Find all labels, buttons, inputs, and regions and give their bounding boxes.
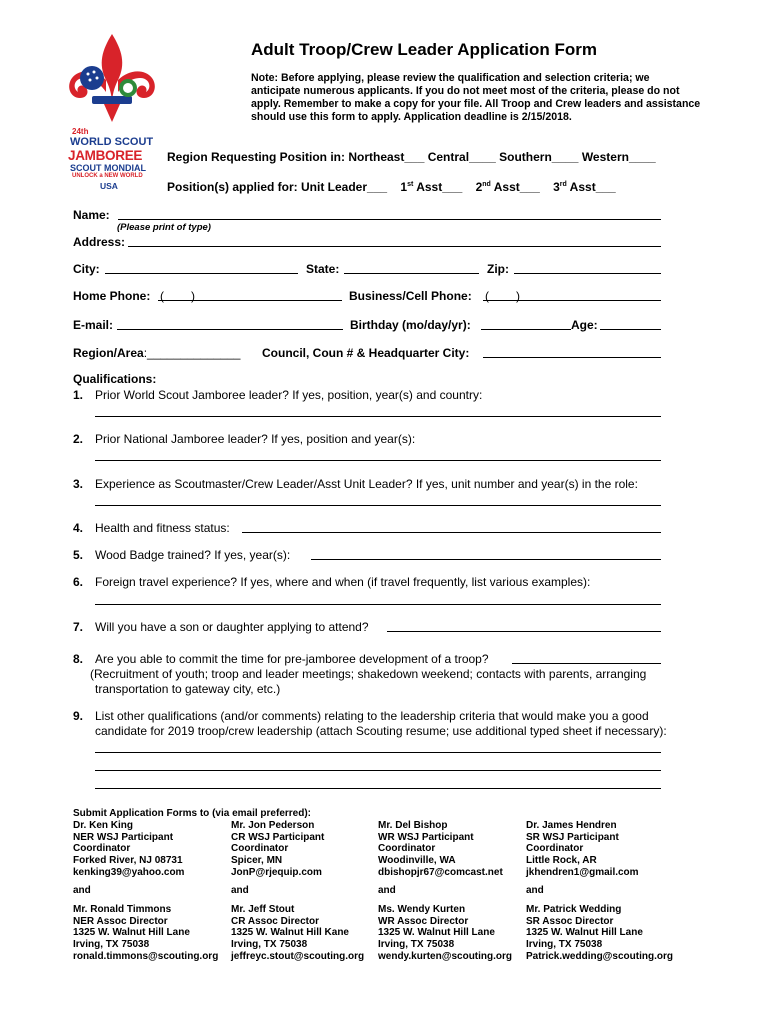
- business-phone-label: Business/Cell Phone:: [349, 289, 472, 303]
- email-link[interactable]: jkhendren1@gmail.com: [526, 866, 639, 878]
- qualifications-heading: Qualifications:: [73, 372, 157, 386]
- home-phone-field[interactable]: [158, 300, 342, 301]
- question-8: 8. Are you able to commit the time for pre-jamboree development of a troop?: [73, 652, 489, 666]
- email-link[interactable]: kenking39@yahoo.com: [73, 866, 185, 878]
- email-link[interactable]: JonP@rjequip.com: [231, 866, 322, 878]
- question-4: 4. Health and fitness status:: [73, 521, 230, 535]
- contact-ner-coordinator: Dr. Ken King NER WSJ Participant Coordinator Forked River, NJ 08731 kenking39@yahoo.com: [73, 820, 185, 878]
- and-2: and: [231, 885, 249, 896]
- business-phone-paren: (: [485, 289, 489, 303]
- question-3: 3. Experience as Scoutmaster/Crew Leader/Asst Unit Leader? If yes, unit number and year(s) in the role:: [73, 477, 638, 491]
- submit-heading: Submit Application Forms to (via email preferred):: [73, 808, 311, 819]
- question-8-detail-2: transportation to gateway city, etc.): [95, 682, 281, 696]
- email-link[interactable]: dbishopjr67@comcast.net: [378, 866, 503, 878]
- logo-line1: WORLD SCOUT: [70, 136, 154, 148]
- state-field[interactable]: [344, 273, 479, 274]
- birthday-field[interactable]: [481, 329, 571, 330]
- region-label: Region Requesting Position in:: [167, 150, 345, 164]
- logo-edition: 24th: [72, 127, 89, 136]
- name-label: Name:: [73, 208, 110, 222]
- email-link[interactable]: Patrick.wedding@scouting.org: [526, 950, 673, 962]
- contact-cr-director: Mr. Jeff Stout CR Assoc Director 1325 W. Walnut Hill Kane Irving, TX 75038 jeffreyc.stout@scouting.org: [231, 904, 365, 962]
- address-field[interactable]: [128, 246, 661, 247]
- position-1st-asst[interactable]: 1st Asst___: [400, 180, 463, 194]
- logo-line2: JAMBOREE: [68, 148, 143, 163]
- age-field[interactable]: [600, 329, 661, 330]
- position-row: [167, 180, 616, 194]
- contact-sr-coordinator: Dr. James Hendren SR WSJ Participant Coordinator Little Rock, AR jkhendren1@gmail.com: [526, 820, 639, 878]
- position-3rd-asst[interactable]: 3rd Asst___: [553, 180, 616, 194]
- question-9: 9. List other qualifications (and/or comments) relating to the leadership criteria that would make you a good: [73, 709, 649, 723]
- answer-5-field[interactable]: [311, 559, 661, 560]
- contact-cr-coordinator: Mr. Jon Pederson CR WSJ Participant Coordinator Spicer, MN JonP@rjequip.com: [231, 820, 325, 878]
- answer-8-field[interactable]: [512, 663, 661, 664]
- answer-7-field[interactable]: [387, 631, 661, 632]
- email-link[interactable]: wendy.kurten@scouting.org: [378, 950, 513, 962]
- business-phone-field[interactable]: [483, 300, 661, 301]
- email-field[interactable]: [117, 329, 343, 330]
- city-label: City:: [73, 262, 100, 276]
- answer-1-field[interactable]: [95, 416, 661, 417]
- email-label: E-mail:: [73, 318, 114, 332]
- address-label: Address:: [73, 235, 126, 249]
- region-area-label: Region/Area:______________: [73, 346, 241, 360]
- name-hint: (Please print of type): [117, 222, 211, 233]
- email-link[interactable]: ronald.timmons@scouting.org: [73, 950, 219, 962]
- answer-3-field[interactable]: [95, 505, 661, 506]
- region-row: [167, 150, 656, 164]
- state-label: State:: [306, 262, 340, 276]
- question-7: 7. Will you have a son or daughter applying to attend?: [73, 620, 369, 634]
- page-title: Adult Troop/Crew Leader Application Form: [251, 40, 598, 59]
- and-1: and: [73, 885, 91, 896]
- answer-9-field-3[interactable]: [95, 788, 661, 789]
- answer-6-field[interactable]: [95, 604, 661, 605]
- jamboree-logo: [62, 30, 162, 192]
- home-phone-paren: (: [160, 289, 164, 303]
- and-4: and: [526, 885, 544, 896]
- contact-sr-director: Mr. Patrick Wedding SR Assoc Director 1325 W. Walnut Hill Lane Irving, TX 75038 Patrick.wedding@scouting.org: [526, 904, 673, 962]
- question-9-detail: candidate for 2019 troop/crew leadership (attach Scouting resume; use additional typed sheet if necessary):: [95, 724, 667, 738]
- city-field[interactable]: [105, 273, 298, 274]
- home-phone-paren-close: ): [191, 289, 195, 303]
- fleur-de-lis-icon: [62, 30, 162, 130]
- home-phone-label: Home Phone:: [73, 289, 151, 303]
- council-label: Council, Coun # & Headquarter City:: [262, 346, 470, 360]
- contact-wr-coordinator: Mr. Del Bishop WR WSJ Participant Coordinator Woodinville, WA dbishopjr67@comcast.net: [378, 820, 503, 878]
- application-note: Note: Before applying, please review the qualification and selection criteria; we anticipate numerous applicants. If you do not meet most of the criteria, please do not apply. Remember to make a copy for your file. All Troop and Crew leaders and assistance should use this form to apply. Application deadline is 2/15/2018.: [251, 72, 701, 123]
- answer-4-field[interactable]: [242, 532, 661, 533]
- answer-9-field-1[interactable]: [95, 752, 661, 753]
- name-field[interactable]: [118, 219, 661, 220]
- position-unit-leader[interactable]: Unit Leader___: [301, 180, 388, 194]
- and-3: and: [378, 885, 396, 896]
- region-option-northeast[interactable]: Northeast___: [348, 150, 425, 164]
- question-2: 2. Prior National Jamboree leader? If yes, position and year(s):: [73, 432, 416, 446]
- logo-line3: SCOUT MONDIAL: [70, 163, 146, 173]
- question-5: 5. Wood Badge trained? If yes, year(s):: [73, 548, 291, 562]
- region-option-western[interactable]: Western____: [581, 150, 656, 164]
- region-option-southern[interactable]: Southern____: [499, 150, 579, 164]
- position-2nd-asst[interactable]: 2nd Asst___: [475, 180, 540, 194]
- position-label: Position(s) applied for:: [167, 180, 298, 194]
- logo-country: USA: [100, 181, 118, 191]
- zip-field[interactable]: [514, 273, 661, 274]
- question-1: 1. Prior World Scout Jamboree leader? If yes, position, year(s) and country:: [73, 388, 483, 402]
- contact-wr-director: Ms. Wendy Kurten WR Assoc Director 1325 W. Walnut Hill Lane Irving, TX 75038 wendy.kurten@scouting.org: [378, 904, 513, 962]
- answer-2-field[interactable]: [95, 460, 661, 461]
- question-6: 6. Foreign travel experience? If yes, where and when (if travel frequently, list various examples):: [73, 575, 591, 589]
- council-field[interactable]: [483, 357, 661, 358]
- question-8-detail-1: (Recruitment of youth; troop and leader meetings; shakedown weekend; contacts with parents, arranging: [90, 667, 647, 681]
- logo-tagline: UNLOCK a NEW WORLD: [72, 173, 143, 179]
- birthday-label: Birthday (mo/day/yr):: [350, 318, 471, 332]
- contact-ner-director: Mr. Ronald Timmons NER Assoc Director 1325 W. Walnut Hill Lane Irving, TX 75038 ronald.timmons@scouting.org: [73, 904, 219, 962]
- business-phone-paren-close: ): [516, 289, 520, 303]
- zip-label: Zip:: [487, 262, 509, 276]
- answer-9-field-2[interactable]: [95, 770, 661, 771]
- region-option-central[interactable]: Central____: [427, 150, 496, 164]
- email-link[interactable]: jeffreyc.stout@scouting.org: [231, 950, 365, 962]
- age-label: Age:: [571, 318, 598, 332]
